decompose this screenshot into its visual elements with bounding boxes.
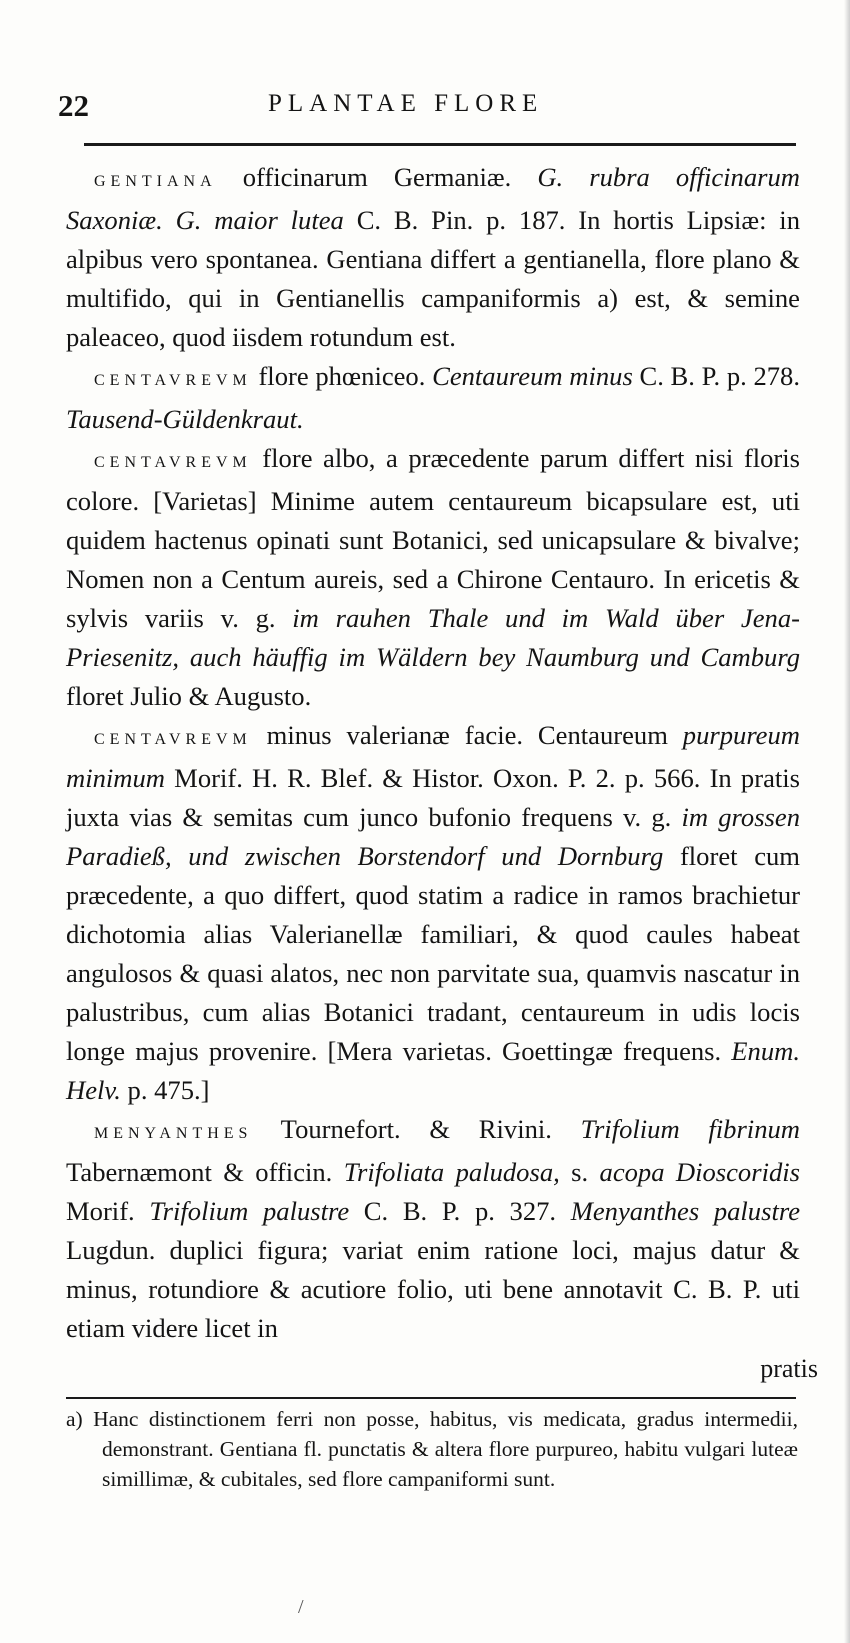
- header-rule: [84, 143, 796, 146]
- footnote-text: Hanc distinctionem ferri non posse, habitus, vis medicata, gradus intermedii, demonstrant. Gentiana fl. punctatis & altera flore purpureo, habitu vulgari luteæ simillimæ, & cubitales, sed flore campaniformi sunt.: [93, 1407, 798, 1491]
- body-text: C. B. Pin. p. 187. In hortis Lipsiæ: in alpibus vero spontanea. Gentiana differt a gentianella, flore plano & multifido, qui in Gentianellis campaniformis a) est, & semine paleaceo, quod iisdem rotundum est.: [66, 205, 800, 352]
- italic-text: purpureum minimum: [66, 720, 800, 793]
- paragraph: [66, 158, 800, 357]
- entry-heading: CENTAVREVM: [94, 454, 252, 471]
- footnote-marker: a): [66, 1407, 83, 1431]
- page-number: 22: [58, 88, 89, 123]
- body-text: Morif.: [66, 1196, 150, 1226]
- italic-text: acopa Dioscoridis: [599, 1157, 800, 1187]
- body-text: C. B. P. p. 278.: [632, 361, 800, 391]
- body-text: Morif. H. R. Blef. & Histor. Oxon. P. 2. p. 566. In pratis juxta vias & semitas cum junco bufonio frequens v. g.: [66, 763, 800, 832]
- paragraph: [66, 439, 800, 716]
- catchword: pratis: [760, 1354, 818, 1383]
- entry-heading: CENTAVREVM: [94, 372, 252, 389]
- body-text: Tournefort. & Rivini.: [252, 1114, 581, 1144]
- italic-text: Menyanthes palustre: [570, 1196, 801, 1226]
- entry-heading: CENTAVREVM: [94, 731, 252, 748]
- italic-text: im grossen Paradieß, und zwischen Borstendorf und Dornburg: [66, 802, 801, 871]
- footnote-paragraph: [66, 1404, 798, 1494]
- body-text: Tabernæmont & officin.: [66, 1157, 344, 1187]
- page-header: [58, 88, 798, 128]
- body-text: minus valerianæ facie. Centaureum: [251, 720, 683, 750]
- italic-text: Tausend-Güldenkraut.: [66, 404, 304, 434]
- body-text: flore phœniceo.: [251, 361, 433, 391]
- footnote: [66, 1404, 798, 1494]
- body-text: floret Julio & Augusto.: [66, 681, 312, 711]
- italic-text: Trifolium fibrinum: [580, 1114, 800, 1144]
- italic-text: Trifolium palustre: [149, 1196, 350, 1226]
- body-text: Lugdun. duplici figura; variat enim ratione loci, majus datur & minus, rotundiore & acutiore folio, uti bene annotavit C. B. P. uti etiam videre licet in: [66, 1235, 800, 1343]
- body-text: C. B. P. p. 327.: [349, 1196, 571, 1226]
- page-edge-shadow: [844, 0, 850, 1643]
- italic-text: Enum. Helv.: [66, 1036, 800, 1105]
- body-text: floret cum præcedente, a quo differt, quod statim a radice in ramos brachietur dichotomia alias Valerianellæ familiari, & quod caules habeat angulosos & quasi alatos, nec non parvitate sua, quamvis nascatur in palustribus, cum alias Botanici tradant, centaureum in udis locis longe majus provenire. [Mera varietas. Goettingæ frequens.: [66, 841, 800, 1066]
- stray-mark: /: [298, 1596, 304, 1618]
- italic-text: Centaureum minus: [432, 361, 633, 391]
- paragraph: [66, 1110, 800, 1348]
- body-text: flore albo, a præcedente parum differt nisi floris colore. [Varietas] Minime autem centaureum bicapsulare est, uti quidem hactenus opinati sunt Botanici, sed unicapsulare & bivalve; Nomen non a Centum aureis, sed a Chirone Centauro. In ericetis & sylvis variis v. g.: [66, 443, 800, 633]
- italic-text: Trifoliata paludosa,: [343, 1157, 560, 1187]
- main-text: [66, 158, 800, 1348]
- footnote-rule: [66, 1397, 796, 1399]
- italic-text: G. rubra officinarum Saxoniæ. G. maior lutea: [66, 162, 800, 235]
- running-head: PLANTAE FLORE: [268, 90, 544, 117]
- body-text: p. 475.]: [120, 1075, 210, 1105]
- body-text: s.: [559, 1157, 600, 1187]
- italic-text: im rauhen Thale und im Wald über Jena-Priesenitz, auch häuffig im Wäldern bey Naumburg und Camburg: [66, 603, 800, 672]
- entry-heading: MENYANTHES: [94, 1125, 253, 1142]
- paragraph: [66, 357, 800, 439]
- body-text: officinarum Germaniæ.: [216, 162, 538, 192]
- paragraph: [66, 716, 800, 1110]
- entry-heading: GENTIANA: [94, 173, 217, 190]
